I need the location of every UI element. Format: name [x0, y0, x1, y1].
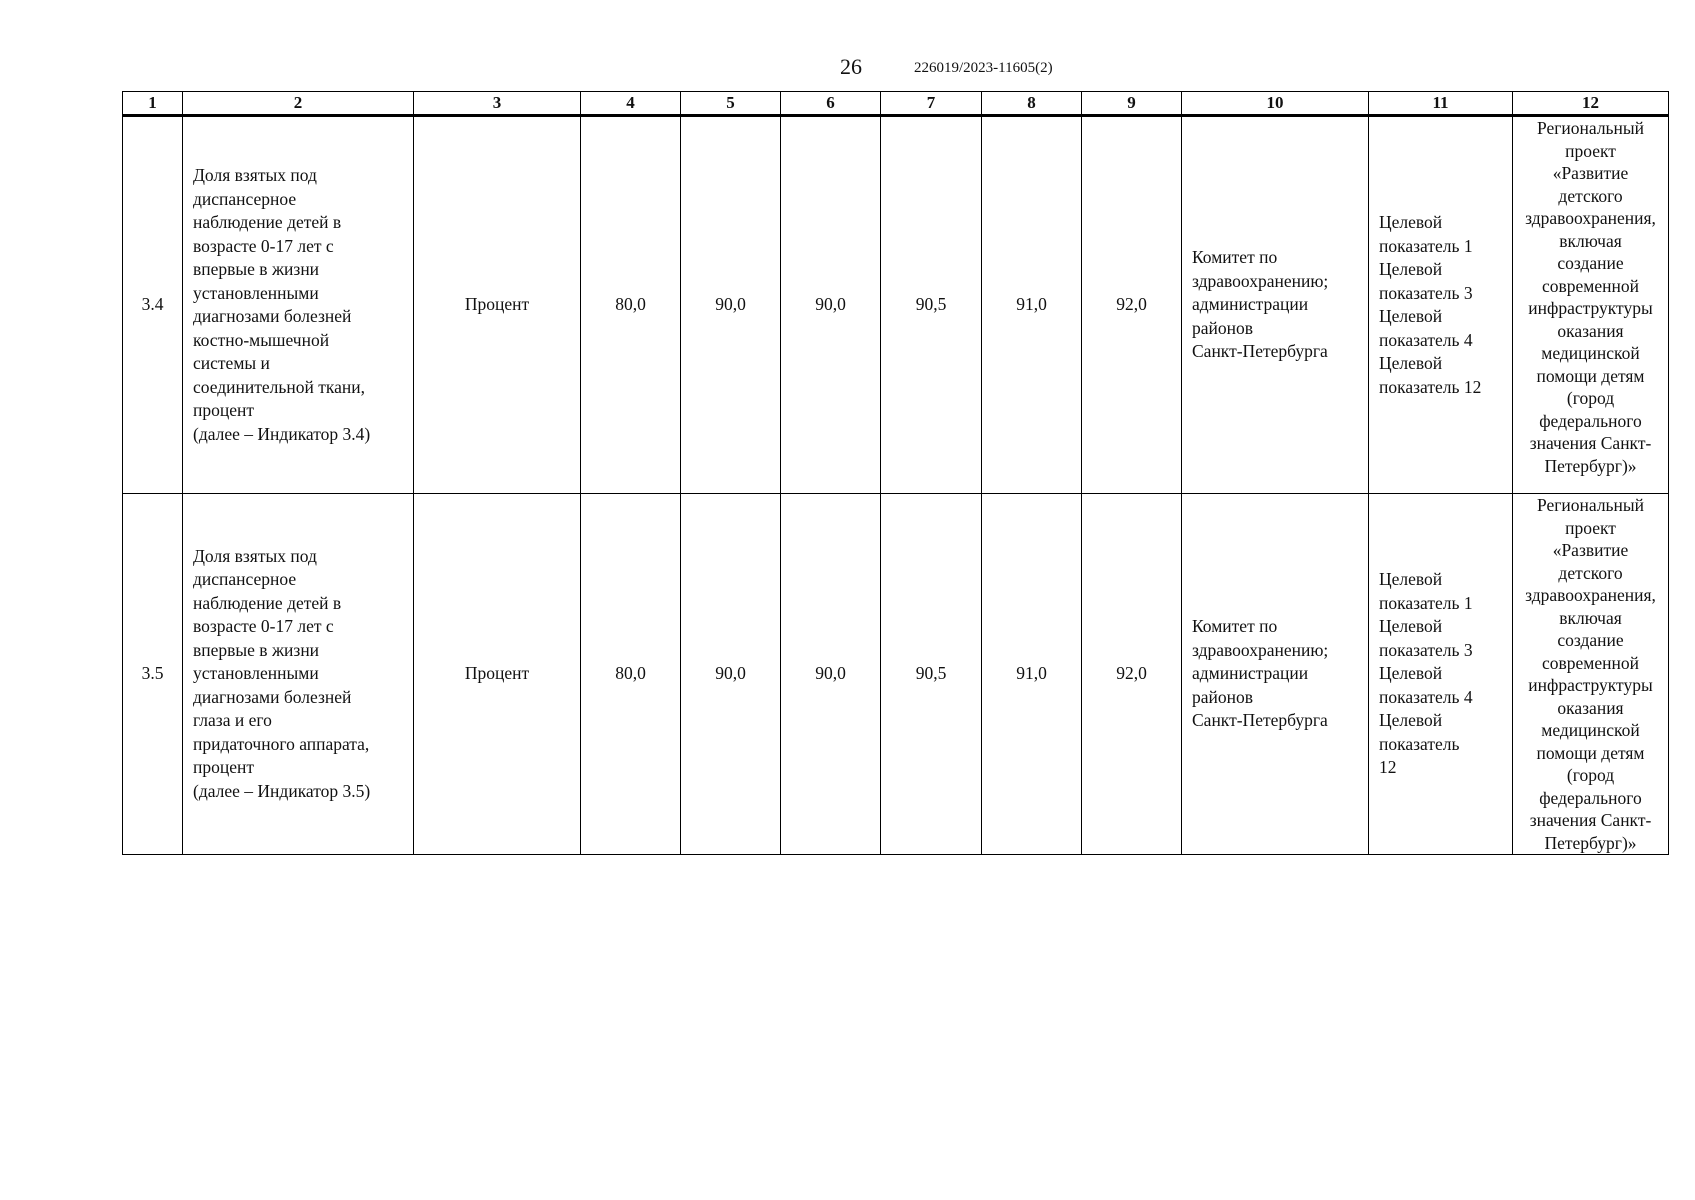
cell-line: впервые в жизни: [193, 639, 320, 660]
value-cell: 90,5: [881, 494, 982, 855]
cell-line: впервые в жизни: [193, 259, 320, 279]
target-indicators-cell: [1369, 116, 1513, 494]
cell-line: установленными: [193, 663, 319, 684]
cell-line: процент: [193, 757, 255, 778]
cell-line: глаза и его: [193, 710, 272, 731]
target-indicators-cell: [1369, 494, 1513, 855]
cell-line: медицинской: [1541, 343, 1640, 363]
cell-line: здравоохранению;: [1192, 270, 1329, 291]
cell-line: 12: [1379, 757, 1397, 778]
cell-line: Целевой: [1379, 259, 1443, 279]
cell-line: проект: [1565, 517, 1616, 538]
value-cell: 91,0: [982, 116, 1082, 494]
cell-line: показатель 1: [1379, 592, 1473, 613]
cell-line: оказания: [1557, 320, 1624, 341]
column-header: 4: [581, 92, 681, 116]
cell-line: здравоохранения,: [1525, 208, 1656, 228]
cell-line: Доля взятых под: [193, 165, 317, 185]
cell-line: включая: [1559, 607, 1622, 628]
column-header: 3: [414, 92, 581, 116]
cell-line: возрасте 0-17 лет с: [193, 616, 334, 637]
column-number-header-row: [123, 92, 1669, 116]
column-header: 11: [1369, 92, 1513, 116]
value-cell: 80,0: [581, 494, 681, 855]
column-header: 5: [681, 92, 781, 116]
cell-line: показатель 4: [1379, 329, 1473, 350]
value-cell: 92,0: [1082, 494, 1182, 855]
cell-line: Целевой: [1379, 569, 1443, 590]
column-header: 1: [123, 92, 183, 116]
cell-line: соединительной ткани,: [193, 376, 366, 397]
project-cell: [1513, 494, 1669, 855]
cell-line: создание: [1557, 253, 1624, 273]
cell-line: Целевой: [1379, 212, 1443, 232]
value-cell: 90,5: [881, 116, 982, 494]
cell-line: диагнозами болезней: [193, 686, 352, 707]
cell-line: детского: [1558, 185, 1623, 206]
cell-line: Целевой: [1379, 353, 1443, 373]
cell-line: Целевой: [1379, 616, 1443, 637]
cell-line: показатель: [1379, 733, 1460, 754]
column-header: 6: [781, 92, 881, 116]
column-header: 9: [1082, 92, 1182, 116]
responsible-cell: [1182, 116, 1369, 494]
page-number: 26: [840, 54, 862, 79]
indicator-name: [183, 494, 414, 855]
cell-line: Санкт-Петербурга: [1192, 710, 1328, 731]
unit-cell: Процент: [414, 494, 581, 855]
cell-line: значения Санкт-: [1529, 810, 1652, 830]
cell-line: «Развитие: [1552, 163, 1629, 183]
cell-line: инфраструктуры: [1528, 675, 1653, 695]
cell-line: Комитет по: [1192, 247, 1278, 268]
cell-line: (город: [1566, 388, 1615, 408]
cell-line: оказания: [1557, 697, 1624, 718]
cell-line: администрации: [1192, 294, 1309, 315]
cell-line: включая: [1559, 230, 1622, 251]
cell-line: федерального: [1539, 410, 1642, 431]
cell-line: федерального: [1539, 787, 1642, 808]
cell-line: Региональный: [1536, 495, 1645, 515]
value-cell: 90,0: [681, 494, 781, 855]
cell-line: современной: [1542, 652, 1639, 673]
column-header: 10: [1182, 92, 1369, 116]
cell-line: возрасте 0-17 лет с: [193, 235, 334, 256]
column-header: 8: [982, 92, 1082, 116]
cell-line: диспансерное: [193, 188, 297, 209]
table-row: [123, 116, 1669, 494]
cell-line: системы и: [193, 353, 270, 373]
cell-line: диагнозами болезней: [193, 306, 352, 326]
cell-line: костно-мышечной: [193, 329, 330, 350]
indicators-table: [122, 91, 1669, 855]
cell-line: Петербург)»: [1544, 455, 1637, 476]
cell-line: «Развитие: [1552, 540, 1629, 560]
value-cell: 80,0: [581, 116, 681, 494]
cell-line: помощи детям: [1536, 365, 1645, 386]
cell-line: здравоохранению;: [1192, 639, 1329, 660]
cell-line: показатель 3: [1379, 639, 1473, 660]
cell-line: медицинской: [1541, 720, 1640, 740]
cell-line: Региональный: [1536, 118, 1645, 138]
unit-cell: Процент: [414, 116, 581, 494]
cell-line: инфраструктуры: [1528, 298, 1653, 318]
cell-line: показатель 1: [1379, 235, 1473, 256]
row-number: 3.4: [123, 116, 183, 494]
cell-line: Комитет по: [1192, 616, 1278, 637]
cell-line: диспансерное: [193, 569, 297, 590]
cell-line: создание: [1557, 630, 1624, 650]
cell-line: наблюдение детей в: [193, 592, 342, 613]
cell-line: Целевой: [1379, 663, 1443, 684]
cell-line: придаточного аппарата,: [193, 733, 370, 754]
cell-line: районов: [1192, 686, 1254, 707]
column-header: 12: [1513, 92, 1669, 116]
column-header: 2: [183, 92, 414, 116]
cell-line: процент: [193, 400, 255, 420]
responsible-cell: [1182, 494, 1369, 855]
value-cell: 90,0: [781, 494, 881, 855]
document-code: 226019/2023-11605(2): [914, 60, 1053, 76]
cell-line: показатель 3: [1379, 282, 1473, 303]
value-cell: 90,0: [681, 116, 781, 494]
cell-line: Целевой: [1379, 710, 1443, 731]
cell-line: помощи детям: [1536, 742, 1645, 763]
cell-line: установленными: [193, 282, 319, 303]
cell-line: наблюдение детей в: [193, 212, 342, 232]
cell-line: показатель 4: [1379, 686, 1473, 707]
cell-line: районов: [1192, 317, 1254, 338]
cell-line: (город: [1566, 765, 1615, 785]
cell-line: значения Санкт-: [1529, 433, 1652, 453]
value-cell: 91,0: [982, 494, 1082, 855]
cell-line: Санкт-Петербурга: [1192, 341, 1328, 362]
cell-line: современной: [1542, 275, 1639, 296]
cell-line: Петербург)»: [1544, 832, 1637, 853]
cell-line: (далее – Индикатор 3.5): [193, 780, 371, 801]
row-number: 3.5: [123, 494, 183, 855]
value-cell: 90,0: [781, 116, 881, 494]
cell-line: администрации: [1192, 663, 1309, 684]
column-header: 7: [881, 92, 982, 116]
cell-line: (далее – Индикатор 3.4): [193, 423, 371, 444]
value-cell: 92,0: [1082, 116, 1182, 494]
cell-line: проект: [1565, 140, 1616, 161]
indicator-name: [183, 116, 414, 494]
table-row: [123, 494, 1669, 855]
cell-line: детского: [1558, 562, 1623, 583]
cell-line: Доля взятых под: [193, 545, 317, 566]
cell-line: здравоохранения,: [1525, 585, 1656, 605]
project-cell: [1513, 116, 1669, 494]
cell-line: показатель 12: [1379, 376, 1482, 397]
cell-line: Целевой: [1379, 306, 1443, 326]
